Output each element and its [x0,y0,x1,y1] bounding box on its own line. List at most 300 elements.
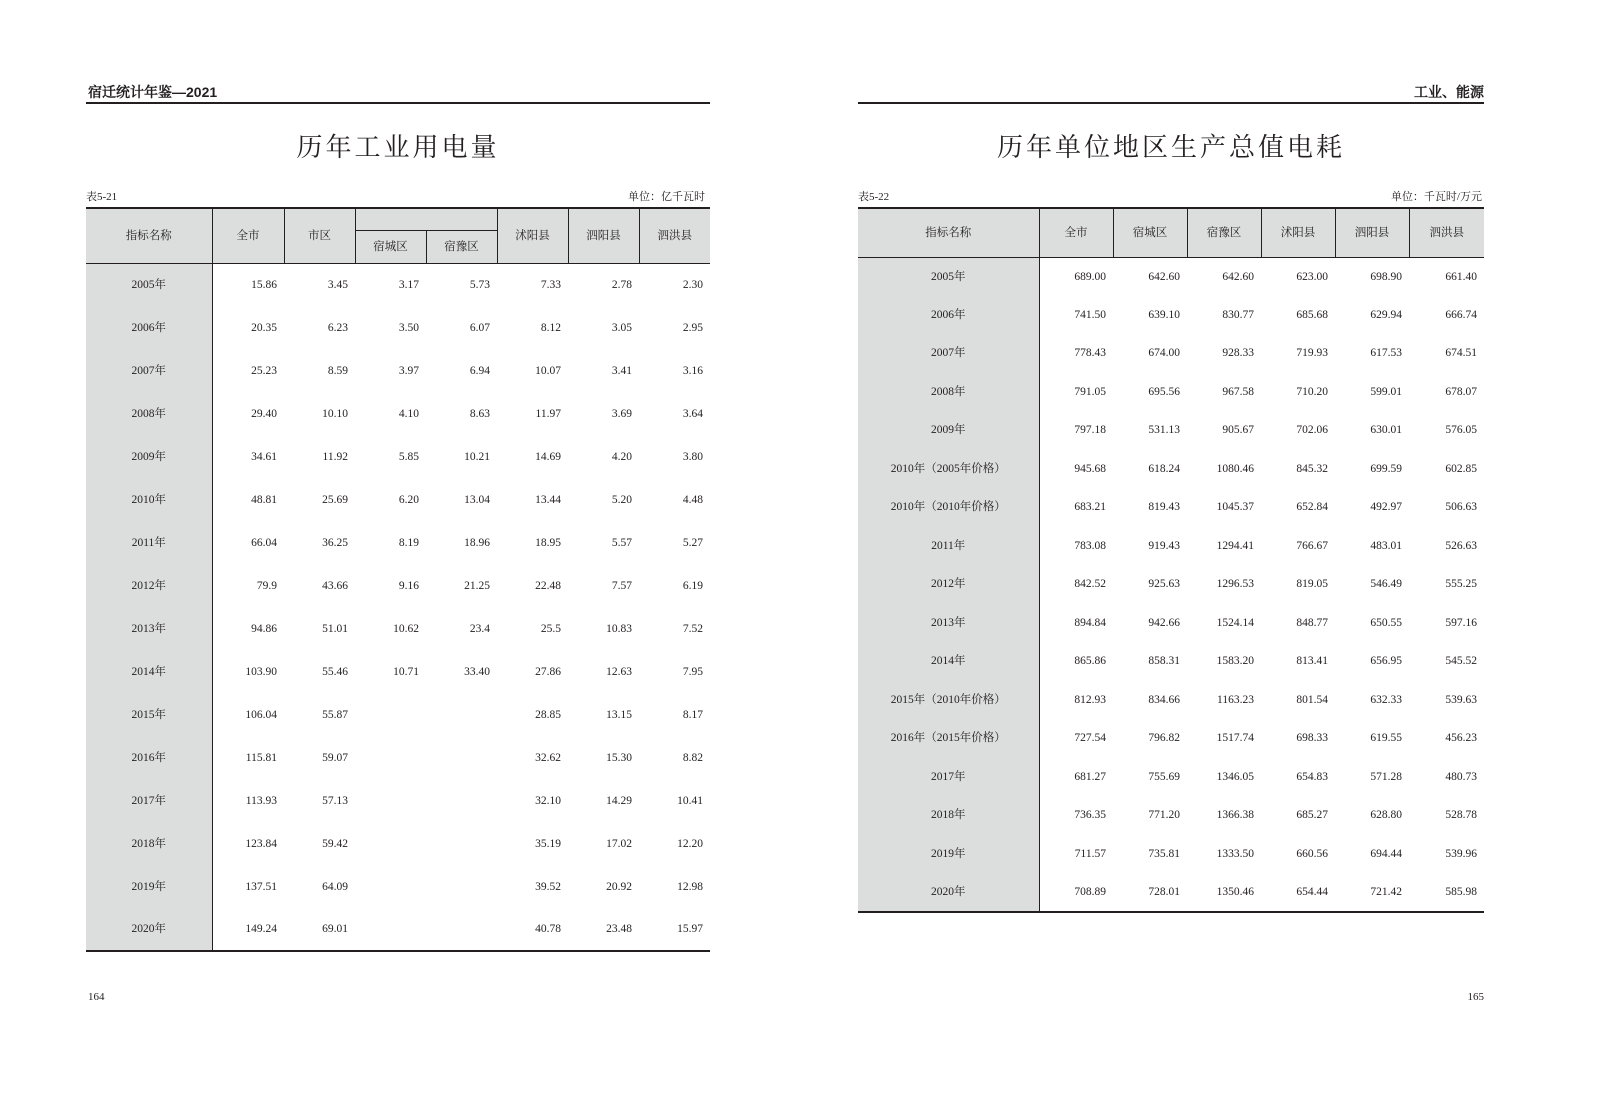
table-cell: 22.48 [535,579,561,592]
table-row [86,478,710,521]
table-cell: 48.81 [251,493,277,506]
table-cell: 35.19 [535,837,561,850]
table-row [858,334,1484,373]
table-cell: 666.74 [1445,308,1477,321]
column-header-siyang: 泗阳县 [1335,208,1409,257]
table-cell [426,779,497,822]
table-cell: 845.32 [1296,462,1328,475]
table-cell: 2.95 [682,321,703,334]
table-row [858,565,1484,604]
table-row [858,604,1484,643]
table-cell: 15.30 [606,751,632,764]
table-cell: 66.04 [251,536,277,549]
table-cell: 33.40 [464,665,490,678]
row-label: 2008年 [86,392,212,435]
table-cell: 585.98 [1409,873,1484,912]
table-row [858,642,1484,681]
table-cell: 27.86 [535,665,561,678]
row-label: 2015年（2010年价格） [858,681,1039,720]
table-cell: 39.52 [535,880,561,893]
table-cell: 783.08 [1074,539,1106,552]
table-row [86,865,710,908]
table-cell: 674.00 [1148,347,1180,360]
row-label: 2006年 [86,306,212,349]
table-cell: 7.33 [540,278,561,291]
table-cell: 113.93 [245,794,277,807]
table-cell [355,822,426,865]
table-cell: 1583.20 [1216,655,1254,668]
table-cell [426,908,497,951]
table-cell: 721.42 [1335,873,1409,912]
table-cell: 1045.37 [1216,501,1254,514]
header-rule [86,102,710,104]
row-label: 2019年 [86,865,212,908]
row-label: 2016年 [86,736,212,779]
table-cell: 6.23 [327,321,348,334]
table-cell: 10.21 [464,450,490,463]
table-cell: 728.01 [1113,873,1187,912]
table-cell: 698.33 [1296,732,1328,745]
table-cell: 3.17 [398,278,419,291]
table-cell: 7.95 [682,665,703,678]
table-cell: 834.66 [1148,693,1180,706]
table-cell: 123.84 [245,837,277,850]
table-cell: 5.73 [469,278,490,291]
column-header-sihong: 泗洪县 [1409,208,1484,257]
table-cell: 1517.74 [1216,732,1254,745]
table-cell: 94.86 [251,622,277,635]
table-cell: 632.33 [1370,693,1402,706]
table-cell: 702.06 [1296,424,1328,437]
table-cell: 1524.14 [1216,616,1254,629]
table-cell: 3.41 [611,364,632,377]
table-row [86,306,710,349]
table-number: 表5-21 [86,191,118,203]
table-cell: 699.59 [1370,462,1402,475]
table-row [858,373,1484,412]
table-cell: 708.89 [1039,873,1113,912]
table-number: 表5-22 [858,191,890,203]
table-row [858,296,1484,335]
table-row [858,873,1484,912]
page-number: 164 [88,991,105,1003]
table-cell [426,865,497,908]
table-cell: 10.62 [393,622,419,635]
table-row [858,681,1484,720]
row-label: 2012年 [86,564,212,607]
table-cell: 59.42 [322,837,348,850]
table-cell: 34.61 [251,450,277,463]
row-label: 2014年 [86,650,212,693]
column-header-suyu: 宿豫区 [426,230,497,263]
table-cell: 55.87 [322,708,348,721]
table-cell: 149.24 [212,908,284,951]
table-cell: 6.94 [469,364,490,377]
table-cell: 539.63 [1445,693,1477,706]
table-row [86,908,710,951]
table-row [858,450,1484,489]
table-cell: 55.46 [322,665,348,678]
table-cell: 5.27 [682,536,703,549]
row-label: 2016年（2015年价格） [858,719,1039,758]
table-cell: 12.63 [606,665,632,678]
table-cell: 25.5 [540,622,561,635]
column-header-sihong: 泗洪县 [639,208,710,263]
row-label: 2018年 [858,796,1039,835]
row-label: 2015年 [86,693,212,736]
row-label: 2018年 [86,822,212,865]
table-cell: 14.69 [535,450,561,463]
table-cell: 103.90 [245,665,277,678]
table-cell: 778.43 [1074,347,1106,360]
table-cell [355,779,426,822]
page-title: 历年工业用电量 [296,133,500,162]
table-cell: 678.07 [1445,385,1477,398]
table-cell: 642.60 [1222,270,1254,283]
table-cell: 13.44 [535,493,561,506]
table-cell: 555.25 [1445,578,1477,591]
table-cell: 694.44 [1370,847,1402,860]
table-cell: 3.69 [611,407,632,420]
row-label: 2011年 [86,521,212,564]
table-cell: 865.86 [1074,655,1106,668]
table-row [86,435,710,478]
running-head: 工业、能源 [1414,84,1484,100]
table-cell: 506.63 [1445,501,1477,514]
table-cell: 8.19 [398,536,419,549]
table-cell: 13.04 [464,493,490,506]
table-cell: 727.54 [1074,732,1106,745]
table-cell: 1296.53 [1216,578,1254,591]
table-row [86,607,710,650]
table-cell: 59.07 [322,751,348,764]
table-cell: 28.85 [535,708,561,721]
table-row [86,822,710,865]
table-cell: 735.81 [1148,847,1180,860]
table-cell: 20.92 [606,880,632,893]
table-cell: 3.97 [398,364,419,377]
table-cell: 858.31 [1148,655,1180,668]
table-cell: 29.40 [251,407,277,420]
table-cell: 5.85 [398,450,419,463]
table-cell: 8.59 [327,364,348,377]
table-row [858,758,1484,797]
table-cell: 20.35 [251,321,277,334]
table-cell: 630.01 [1370,424,1402,437]
table-cell: 51.01 [322,622,348,635]
table-cell: 4.10 [398,407,419,420]
table-cell: 698.90 [1370,270,1402,283]
table-row [86,564,710,607]
left-table-body [86,263,710,951]
table-cell: 7.57 [611,579,632,592]
table-cell: 8.17 [682,708,703,721]
table-cell: 6.19 [682,579,703,592]
table-cell: 8.82 [682,751,703,764]
table-row [858,796,1484,835]
row-label: 2010年（2010年价格） [858,488,1039,527]
table-cell: 801.54 [1296,693,1328,706]
running-head: 宿迁统计年鉴—2021 [88,84,218,100]
gdp-electricity-consumption-table [858,207,1484,913]
table-cell: 771.20 [1148,809,1180,822]
table-cell: 40.78 [497,908,568,951]
table-cell: 618.24 [1148,462,1180,475]
table-row [858,835,1484,874]
row-label: 2013年 [86,607,212,650]
row-label: 2010年（2005年价格） [858,450,1039,489]
table-cell: 106.04 [245,708,277,721]
table-cell: 8.12 [540,321,561,334]
table-cell: 9.16 [398,579,419,592]
table-cell: 623.00 [1296,270,1328,283]
table-cell: 15.86 [251,278,277,291]
column-header-urban: 市区 [284,208,355,263]
table-cell: 546.49 [1370,578,1402,591]
table-cell [426,736,497,779]
table-cell: 10.10 [322,407,348,420]
table-cell: 10.41 [677,794,703,807]
table-cell: 797.18 [1074,424,1106,437]
table-cell: 12.98 [677,880,703,893]
table-cell: 32.62 [535,751,561,764]
table-row [86,521,710,564]
table-cell: 7.52 [682,622,703,635]
header-row [86,208,710,230]
table-cell: 23.48 [568,908,639,951]
table-cell: 654.44 [1261,873,1335,912]
table-row [86,392,710,435]
table-cell [355,693,426,736]
table-cell: 741.50 [1074,308,1106,321]
row-label: 2005年 [86,263,212,306]
row-label: 2007年 [86,349,212,392]
table-cell: 639.10 [1148,308,1180,321]
table-cell: 791.05 [1074,385,1106,398]
table-cell: 619.55 [1370,732,1402,745]
row-label: 2009年 [86,435,212,478]
table-row [86,650,710,693]
table-cell: 689.00 [1074,270,1106,283]
table-cell: 3.45 [327,278,348,291]
table-cell: 12.20 [677,837,703,850]
table-cell: 2.78 [611,278,632,291]
table-cell: 654.83 [1296,770,1328,783]
table-cell: 14.29 [606,794,632,807]
table-cell: 6.20 [398,493,419,506]
header-row [858,208,1484,257]
row-label: 2007年 [858,334,1039,373]
table-cell: 967.58 [1222,385,1254,398]
table-cell: 25.23 [251,364,277,377]
table-cell: 3.50 [398,321,419,334]
column-header-total: 全市 [1039,208,1113,257]
table-cell [355,908,426,951]
table-cell: 1346.05 [1216,770,1254,783]
table-cell: 695.56 [1148,385,1180,398]
table-cell: 492.97 [1370,501,1402,514]
table-cell: 4.48 [682,493,703,506]
table-cell: 1080.46 [1216,462,1254,475]
row-label: 2010年 [86,478,212,521]
row-label: 2017年 [86,779,212,822]
table-cell: 755.69 [1148,770,1180,783]
table-row [858,488,1484,527]
table-cell: 813.41 [1296,655,1328,668]
table-cell: 848.77 [1296,616,1328,629]
table-cell: 894.84 [1074,616,1106,629]
right-table-body [858,257,1484,912]
table-cell: 660.56 [1296,847,1328,860]
table-cell: 683.21 [1074,501,1106,514]
table-cell: 3.05 [611,321,632,334]
table-cell: 842.52 [1074,578,1106,591]
table-cell: 945.68 [1074,462,1106,475]
table-cell: 18.96 [464,536,490,549]
unit-label: 单位：千瓦时/万元 [1390,191,1482,203]
industrial-electricity-table [86,207,710,952]
table-cell: 905.67 [1222,424,1254,437]
column-header-indicator: 指标名称 [86,208,212,263]
table-cell: 629.94 [1370,308,1402,321]
row-label: 2012年 [858,565,1039,604]
table-cell: 17.02 [606,837,632,850]
table-cell: 942.66 [1148,616,1180,629]
table-cell: 919.43 [1148,539,1180,552]
table-cell: 650.55 [1370,616,1402,629]
column-group-header [355,208,497,230]
table-cell: 57.13 [322,794,348,807]
table-cell: 685.27 [1296,809,1328,822]
unit-label: 单位：亿千瓦时 [628,191,705,203]
table-cell: 531.13 [1148,424,1180,437]
table-cell: 526.63 [1445,539,1477,552]
table-cell: 812.93 [1074,693,1106,706]
table-cell: 483.01 [1370,539,1402,552]
table-cell [355,736,426,779]
table-cell: 36.25 [322,536,348,549]
table-cell: 1366.38 [1216,809,1254,822]
column-header-sucheng: 宿城区 [355,230,426,263]
table-row [858,719,1484,758]
table-cell: 796.82 [1148,732,1180,745]
table-cell: 11.97 [535,407,561,420]
table-cell: 1333.50 [1216,847,1254,860]
row-label: 2020年 [858,873,1039,912]
table-cell: 79.9 [256,579,277,592]
table-cell: 21.25 [464,579,490,592]
table-row [86,693,710,736]
table-cell: 69.01 [284,908,355,951]
table-cell: 2.30 [682,278,703,291]
table-cell: 528.78 [1445,809,1477,822]
table-cell: 11.92 [322,450,348,463]
table-cell: 830.77 [1222,308,1254,321]
header-rule [858,102,1484,104]
row-label: 2020年 [86,908,212,951]
table-cell: 23.4 [469,622,490,635]
table-cell: 8.63 [469,407,490,420]
row-label: 2019年 [858,835,1039,874]
table-cell: 617.53 [1370,347,1402,360]
table-header [86,208,710,263]
table-cell: 10.07 [535,364,561,377]
table-cell: 928.33 [1222,347,1254,360]
table-cell: 545.52 [1445,655,1477,668]
table-cell: 539.96 [1445,847,1477,860]
table-cell: 576.05 [1445,424,1477,437]
table-cell: 602.85 [1445,462,1477,475]
column-header-indicator: 指标名称 [858,208,1039,257]
table-cell: 32.10 [535,794,561,807]
column-header-siyang: 泗阳县 [568,208,639,263]
row-label: 2008年 [858,373,1039,412]
table-cell: 15.97 [639,908,710,951]
table-row [858,527,1484,566]
table-cell: 642.60 [1148,270,1180,283]
table-cell: 137.51 [245,880,277,893]
table-cell: 115.81 [245,751,277,764]
table-row [86,349,710,392]
column-header-shuyang: 沭阳县 [1261,208,1335,257]
table-cell: 571.28 [1370,770,1402,783]
table-cell [355,865,426,908]
row-label: 2011年 [858,527,1039,566]
row-label: 2009年 [858,411,1039,450]
row-label: 2017年 [858,758,1039,797]
table-cell: 18.95 [535,536,561,549]
column-header-total: 全市 [212,208,284,263]
table-cell: 736.35 [1074,809,1106,822]
table-cell: 13.15 [606,708,632,721]
table-cell [426,822,497,865]
page-number: 165 [1467,991,1484,1003]
table-row [858,257,1484,296]
table-cell: 3.16 [682,364,703,377]
table-cell: 480.73 [1445,770,1477,783]
table-cell: 6.07 [469,321,490,334]
table-cell: 819.43 [1148,501,1180,514]
table-cell: 628.80 [1370,809,1402,822]
table-cell: 1294.41 [1216,539,1254,552]
table-cell: 599.01 [1370,385,1402,398]
table-cell: 597.16 [1445,616,1477,629]
table-cell: 925.63 [1148,578,1180,591]
column-header-shuyang: 沭阳县 [497,208,568,263]
table-cell: 10.71 [393,665,419,678]
table-row [86,263,710,306]
column-header-sucheng: 宿城区 [1113,208,1187,257]
table-cell: 710.20 [1296,385,1328,398]
table-cell: 819.05 [1296,578,1328,591]
table-cell: 25.69 [322,493,348,506]
table-cell: 5.57 [611,536,632,549]
table-row [86,779,710,822]
column-header-suyu: 宿豫区 [1187,208,1261,257]
table-cell: 3.80 [682,450,703,463]
table-cell [426,693,497,736]
table-cell: 456.23 [1445,732,1477,745]
table-cell: 766.67 [1296,539,1328,552]
table-cell: 64.09 [322,880,348,893]
table-cell: 685.68 [1296,308,1328,321]
page-title: 历年单位地区生产总值电耗 [996,133,1345,162]
row-label: 2014年 [858,642,1039,681]
table-cell: 652.84 [1296,501,1328,514]
table-cell: 10.83 [606,622,632,635]
table-cell: 1350.46 [1187,873,1261,912]
row-label: 2006年 [858,296,1039,335]
